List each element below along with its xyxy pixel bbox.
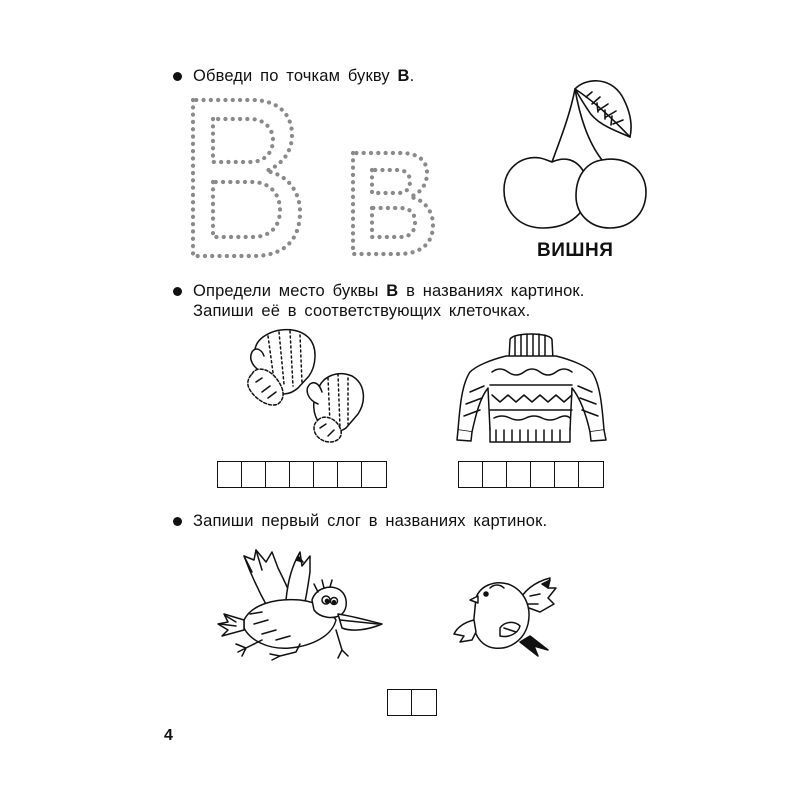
answer-cell[interactable] bbox=[388, 690, 412, 715]
instruction-text: Определи место буквы bbox=[193, 282, 387, 300]
instruction-text-end: в названиях картинок. bbox=[398, 282, 585, 300]
instruction-task-2-line2: Запиши её в соответствующих клеточках. bbox=[193, 302, 531, 320]
page-number: 4 bbox=[164, 727, 173, 744]
instruction-letter: В bbox=[397, 67, 410, 85]
instruction-text-end: . bbox=[409, 67, 415, 85]
instruction-letter: В bbox=[386, 282, 399, 300]
answer-cell[interactable] bbox=[412, 690, 436, 715]
instruction-task-3: Запиши первый слог в названиях картинок. bbox=[193, 512, 548, 530]
answer-cells-syllable[interactable] bbox=[387, 689, 437, 716]
cherry-caption: ВИШНЯ bbox=[537, 240, 614, 261]
instruction-text: Обведи по точкам букву bbox=[193, 67, 398, 85]
